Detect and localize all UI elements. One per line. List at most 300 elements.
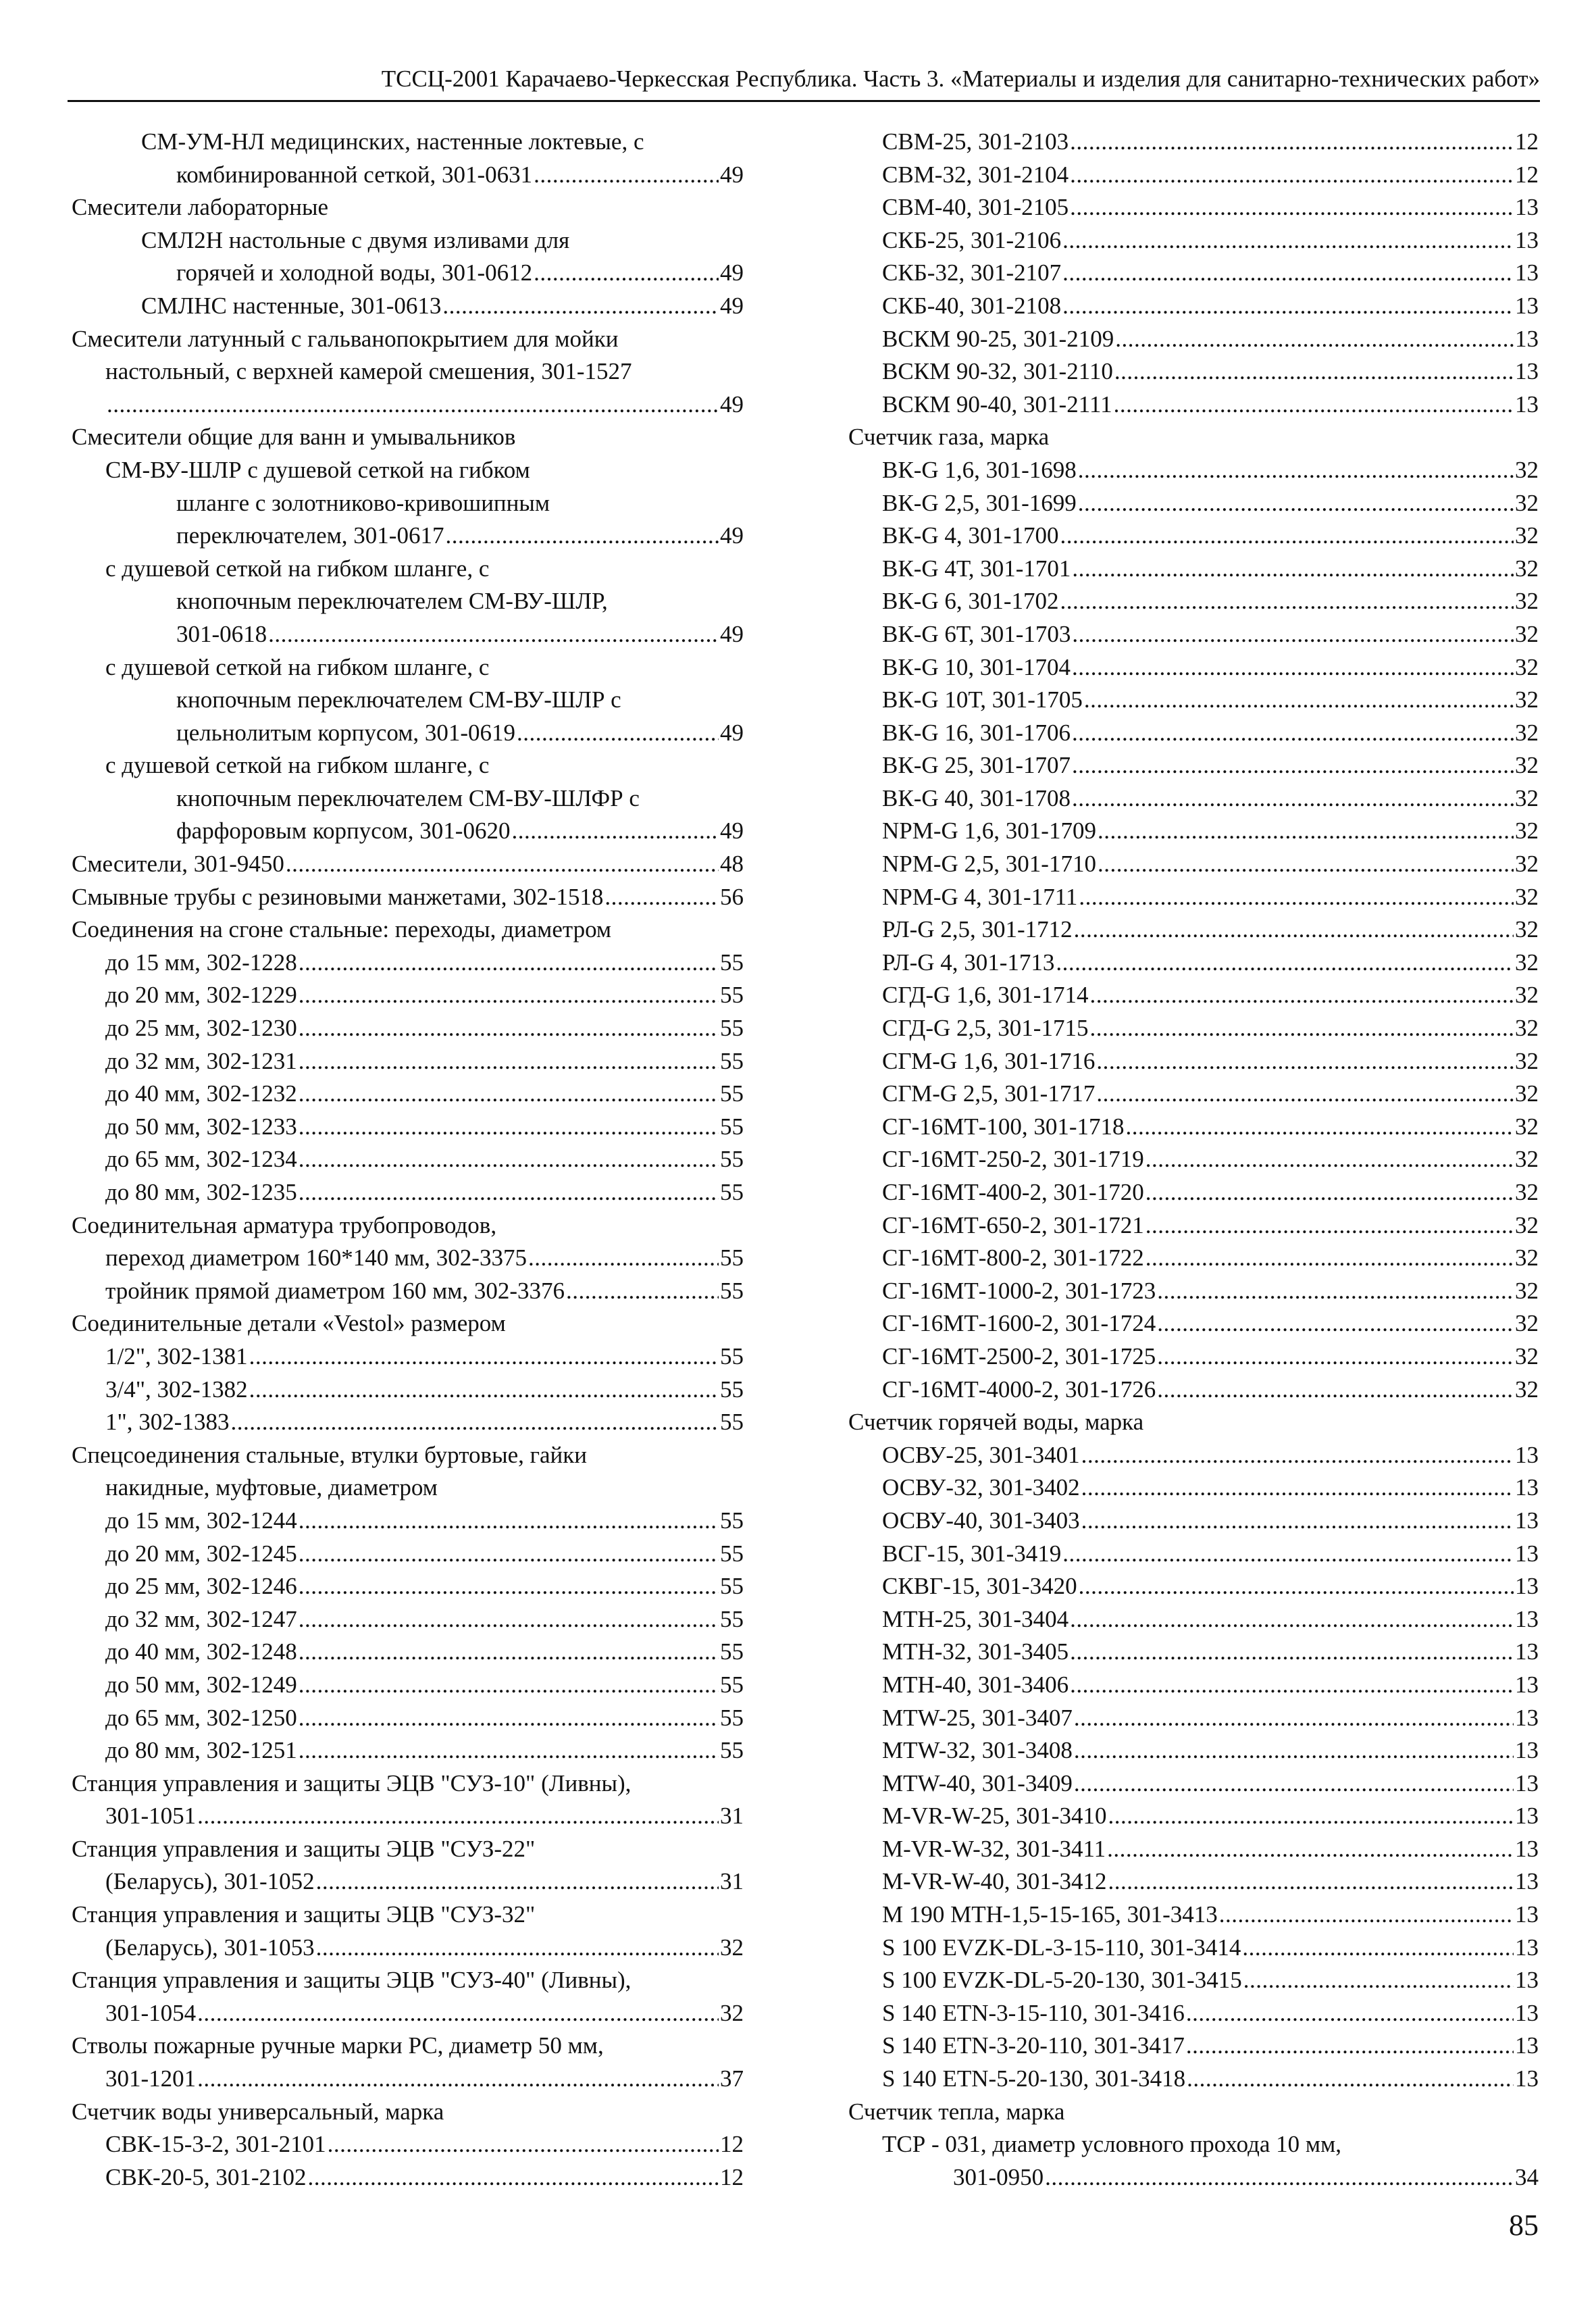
entry-text: настольный, с верхней камерой смешения, 301-1527 (105, 358, 632, 385)
dot-leader (1115, 323, 1514, 356)
index-entry (72, 881, 744, 914)
entry-text: Соединительная арматура трубопроводов, (72, 1211, 497, 1238)
entry-text: 1", 302-1383 (105, 1409, 230, 1436)
index-entry (848, 947, 1539, 980)
entry-line (72, 1406, 744, 1439)
entry-page: 56 (720, 883, 744, 910)
index-entry (848, 323, 1539, 356)
entry-line (848, 749, 1539, 782)
entry-line (848, 224, 1539, 257)
entry-page: 32 (1515, 784, 1539, 811)
dot-leader (197, 1800, 719, 1833)
entry-text: Счетчик горячей воды, марка (848, 1409, 1144, 1436)
entry-text: СВК-20-5, 301-2102 (105, 2163, 307, 2190)
index-entry (72, 1538, 744, 1571)
entry-line (848, 355, 1539, 388)
entry-line (848, 1603, 1539, 1636)
entry-text: Станция управления и защиты ЭЦВ "СУЗ-32" (72, 1901, 536, 1928)
entry-page: 49 (720, 522, 744, 549)
entry-page: 32 (1515, 1342, 1539, 1369)
entry-page: 13 (1515, 1605, 1539, 1632)
entry-text: до 50 мм, 302-1249 (105, 1671, 297, 1698)
dot-leader (328, 2128, 719, 2161)
dot-leader (299, 1111, 719, 1144)
dot-leader (299, 1045, 719, 1078)
dot-leader (1074, 1702, 1514, 1735)
entry-text: до 32 мм, 302-1247 (105, 1605, 297, 1632)
index-entry (72, 1833, 744, 1898)
entry-text: Стволы пожарные ручные марки РС, диаметр 50 мм, (72, 2032, 604, 2059)
dot-leader (1084, 684, 1514, 717)
dot-leader (308, 2161, 719, 2194)
dot-leader (1078, 454, 1514, 487)
entry-line (72, 1505, 744, 1538)
index-entry (72, 553, 744, 651)
index-entry (72, 1406, 744, 1439)
dot-leader (1079, 1570, 1514, 1603)
entry-text: с душевой сеткой на гибком шланге, с (105, 555, 490, 582)
entry-line (72, 1374, 744, 1407)
dot-leader (1081, 1439, 1514, 1472)
entry-line (848, 191, 1539, 224)
entry-line (848, 1045, 1539, 1078)
index-entry (848, 684, 1539, 717)
entry-text: СМЛ2Н настольные с двумя изливами для (141, 226, 570, 253)
entry-line (848, 487, 1539, 520)
entry-page: 55 (720, 1342, 744, 1369)
index-entry (848, 1209, 1539, 1242)
entry-text: 1/2", 302-1381 (105, 1342, 248, 1369)
entry-page: 32 (1515, 456, 1539, 483)
entry-line (848, 585, 1539, 618)
index-entry (848, 1932, 1539, 1965)
index-entry (848, 1275, 1539, 1308)
entry-page: 13 (1515, 1671, 1539, 1698)
entry-line (72, 1702, 744, 1735)
entry-line (848, 1833, 1539, 1866)
index-entry (848, 2128, 1539, 2194)
entry-text: M-VR-W-25, 301-3410 (882, 1803, 1107, 1830)
entry-page: 55 (720, 1737, 744, 1764)
index-entry (848, 1702, 1539, 1735)
entry-text: с душевой сеткой на гибком шланге, с (105, 752, 490, 779)
index-entry (72, 979, 744, 1012)
index-entry (848, 520, 1539, 553)
dot-leader (299, 947, 719, 980)
index-entry (848, 421, 1539, 454)
entry-text: ВК-G 6Т, 301-1703 (882, 620, 1071, 647)
dot-leader (1045, 2161, 1514, 2194)
index-entry (848, 1045, 1539, 1078)
dot-leader (1072, 717, 1514, 750)
dot-leader (1078, 487, 1514, 520)
entry-line (848, 1997, 1539, 2030)
entry-text: Смесители общие для ванн и умывальников (72, 424, 516, 451)
entry-line (848, 1734, 1539, 1767)
index-entry (72, 749, 744, 848)
dot-leader (1114, 388, 1514, 422)
entry-text: S 140 ETN-3-20-110, 301-3417 (882, 2032, 1185, 2059)
dot-leader (1242, 1932, 1514, 1965)
entry-page: 55 (720, 1540, 744, 1567)
entry-line (72, 1143, 744, 1176)
entry-page: 49 (720, 259, 744, 286)
index-entry (72, 1111, 744, 1144)
dot-leader (249, 1340, 719, 1374)
index-entry (72, 2161, 744, 2194)
entry-text: СМ-УМ-НЛ медицинских, настенные локтевые, с (141, 128, 644, 155)
entry-text: Соединительные детали «Vestol» размером (72, 1310, 506, 1337)
entry-page: 55 (720, 1146, 744, 1173)
entry-text: ВК-G 40, 301-1708 (882, 784, 1071, 811)
entry-text: СВМ-40, 301-2105 (882, 194, 1069, 221)
dot-leader (1062, 257, 1514, 290)
entry-page: 32 (1515, 851, 1539, 878)
index-entry (848, 1734, 1539, 1767)
entry-text: СГ-16МТ-2500-2, 301-1725 (882, 1342, 1156, 1369)
entry-page: 32 (1515, 982, 1539, 1009)
index-entry (72, 1964, 744, 2030)
entry-line (72, 1603, 744, 1636)
entry-line (72, 1176, 744, 1209)
entry-text: M-VR-W-40, 301-3412 (882, 1868, 1107, 1895)
index-entry (848, 1406, 1539, 1439)
dot-leader (1070, 126, 1514, 159)
entry-line (848, 1176, 1539, 1209)
dot-leader (1126, 1111, 1514, 1144)
entry-text: NPM-G 2,5, 301-1710 (882, 851, 1096, 878)
index-entry (72, 224, 744, 290)
entry-text: 301-1051 (105, 1803, 197, 1830)
entry-page: 32 (1515, 1146, 1539, 1173)
entry-text: до 15 мм, 302-1244 (105, 1507, 297, 1534)
entry-line (72, 520, 744, 553)
index-entry (848, 1603, 1539, 1636)
index-entry (848, 848, 1539, 881)
dot-leader (1145, 1242, 1514, 1275)
entry-page: 55 (720, 1409, 744, 1436)
entry-line (848, 1505, 1539, 1538)
entry-text: (Беларусь), 301-1053 (105, 1934, 315, 1961)
entry-line (72, 947, 744, 980)
index-entry (848, 1865, 1539, 1898)
entry-line (848, 1669, 1539, 1702)
dot-leader (1096, 1078, 1514, 1111)
entry-text: РЛ-G 2,5, 301-1712 (882, 916, 1073, 943)
entry-page: 13 (1515, 194, 1539, 221)
index-entry (848, 1964, 1539, 1997)
entry-text: кнопочным переключателем СМ-ВУ-ШЛФР с (176, 784, 640, 811)
entry-page: 32 (1515, 522, 1539, 549)
entry-line (72, 979, 744, 1012)
entry-page: 32 (1515, 1047, 1539, 1074)
index-entry (848, 913, 1539, 947)
entry-line (72, 159, 744, 192)
index-entry (848, 1669, 1539, 1702)
entry-page: 32 (1515, 1277, 1539, 1304)
entry-line (72, 2161, 744, 2194)
entry-page: 13 (1515, 1803, 1539, 1830)
entry-page: 55 (720, 1605, 744, 1632)
entry-text: до 20 мм, 302-1245 (105, 1540, 297, 1567)
index-entry (72, 1374, 744, 1407)
entry-line (72, 1800, 744, 1833)
dot-leader (1114, 355, 1514, 388)
index-entry (72, 1307, 744, 1340)
index-entry (848, 1012, 1539, 1045)
dot-leader (1108, 1800, 1514, 1833)
entry-page: 55 (720, 1080, 744, 1107)
index-entry (848, 815, 1539, 848)
dot-leader (1096, 1045, 1514, 1078)
entry-page: 49 (720, 161, 744, 188)
entry-text: СГ-16МТ-250-2, 301-1719 (882, 1146, 1144, 1173)
entry-line (848, 1767, 1539, 1801)
index-entry (72, 1505, 744, 1538)
entry-text: до 25 мм, 302-1246 (105, 1573, 297, 1600)
entry-text: до 50 мм, 302-1233 (105, 1113, 297, 1140)
entry-page: 32 (1515, 1211, 1539, 1238)
index-entry (72, 1636, 744, 1669)
dot-leader (286, 848, 719, 881)
entry-line (848, 1800, 1539, 1833)
index-entry (72, 290, 744, 323)
entry-text: СГ-16МТ-1600-2, 301-1724 (882, 1310, 1156, 1337)
entry-page: 12 (1515, 128, 1539, 155)
index-entry (848, 290, 1539, 323)
index-entry (848, 1997, 1539, 2030)
entry-text: до 80 мм, 302-1235 (105, 1179, 297, 1205)
index-entry (848, 257, 1539, 290)
dot-leader (1072, 553, 1514, 586)
entry-line (72, 2063, 744, 2096)
entry-page: 55 (720, 1704, 744, 1731)
entry-line (72, 1340, 744, 1374)
dot-leader (1145, 1209, 1514, 1242)
entry-text: шланге с золотниково-кривошипным (176, 489, 550, 516)
index-entry (848, 2063, 1539, 2096)
entry-page: 55 (720, 1671, 744, 1698)
entry-text: кнопочным переключателем СМ-ВУ-ШЛР с (176, 686, 621, 713)
dot-leader (566, 1275, 719, 1308)
entry-line (72, 618, 744, 651)
dot-leader (1145, 1176, 1514, 1209)
entry-text: СГД-G 2,5, 301-1715 (882, 1015, 1089, 1042)
entry-line (848, 1143, 1539, 1176)
entry-text: ОСВУ-25, 301-3401 (882, 1441, 1080, 1468)
dot-leader (1157, 1374, 1514, 1407)
dot-leader (604, 881, 719, 914)
entry-text: Счетчик воды универсальный, марка (72, 2098, 444, 2125)
entry-page: 32 (1515, 1376, 1539, 1403)
entry-line (848, 1275, 1539, 1308)
entry-page: 12 (720, 2131, 744, 2158)
entry-line (72, 1078, 744, 1111)
entry-text: ВК-G 10, 301-1704 (882, 653, 1071, 680)
entry-line (848, 159, 1539, 192)
index-entry (848, 881, 1539, 914)
dot-leader (534, 159, 719, 192)
entry-text: МТН-32, 301-3405 (882, 1638, 1069, 1665)
entry-page: 32 (1515, 1080, 1539, 1107)
entry-line (848, 1439, 1539, 1472)
entry-line (848, 2161, 1539, 2194)
index-entry (72, 1209, 744, 1242)
entry-text: M-VR-W-32, 301-3411 (882, 1835, 1106, 1862)
entry-page: 32 (1515, 916, 1539, 943)
entry-page: 32 (1515, 489, 1539, 516)
entry-text: СКБ-32, 301-2107 (882, 259, 1062, 286)
index-entry (848, 355, 1539, 388)
index-entry (72, 947, 744, 980)
dot-leader (230, 1406, 719, 1439)
dot-leader (299, 1078, 719, 1111)
entry-text: ВСГ-15, 301-3419 (882, 1540, 1062, 1567)
entry-text: ВК-G 4Т, 301-1701 (882, 555, 1071, 582)
entry-line (848, 1932, 1539, 1965)
entry-page: 34 (1515, 2163, 1539, 2190)
index-entry (72, 1012, 744, 1045)
index-entry (848, 191, 1539, 224)
entry-text: переключателем, 301-0617 (176, 522, 444, 549)
entry-line (848, 913, 1539, 947)
entry-text: Смесители, 301-9450 (72, 851, 284, 878)
dot-leader (299, 1176, 719, 1209)
index-entry (72, 1078, 744, 1111)
index-entry (848, 454, 1539, 487)
entry-page: 13 (1515, 1901, 1539, 1928)
dot-leader (299, 1143, 719, 1176)
entry-page: 13 (1515, 226, 1539, 253)
index-entry (848, 1505, 1539, 1538)
entry-text: СВМ-32, 301-2104 (882, 161, 1069, 188)
entry-page: 32 (1515, 1244, 1539, 1272)
entry-text: СГ-16МТ-100, 301-1718 (882, 1113, 1125, 1140)
entry-page: 13 (1515, 1573, 1539, 1600)
dot-leader (299, 1669, 719, 1702)
entry-line (72, 1242, 744, 1275)
dot-leader (1089, 979, 1514, 1012)
entry-line (848, 947, 1539, 980)
entry-text: МТН-25, 301-3404 (882, 1605, 1069, 1632)
index-entry (72, 1143, 744, 1176)
index-entry (72, 2096, 744, 2129)
entry-text: ВК-G 1,6, 301-1698 (882, 456, 1077, 483)
entry-text: ВК-G 10Т, 301-1705 (882, 686, 1083, 713)
index-entry (72, 1242, 744, 1275)
entry-page: 13 (1515, 1474, 1539, 1501)
dot-leader (1157, 1307, 1514, 1340)
index-entry (848, 1570, 1539, 1603)
entry-line (848, 1307, 1539, 1340)
dot-leader (1062, 1538, 1514, 1571)
entry-line (848, 1242, 1539, 1275)
entry-text: ОСВУ-40, 301-3403 (882, 1507, 1080, 1534)
entry-page: 13 (1515, 2032, 1539, 2059)
entry-text: до 40 мм, 302-1232 (105, 1080, 297, 1107)
dot-leader (1070, 159, 1514, 192)
entry-page: 13 (1515, 259, 1539, 286)
dot-leader (299, 1505, 719, 1538)
entry-page: 49 (720, 391, 744, 418)
entry-text: ОСВУ-32, 301-3402 (882, 1474, 1080, 1501)
entry-text: ВК-G 2,5, 301-1699 (882, 489, 1077, 516)
dot-leader (1243, 1964, 1514, 1997)
entry-line (72, 2128, 744, 2161)
entry-text: тройник прямой диаметром 160 мм, 302-3376 (105, 1277, 565, 1304)
entry-text: Станция управления и защиты ЭЦВ "СУЗ-22" (72, 1835, 536, 1862)
entry-page: 55 (720, 1113, 744, 1140)
entry-text: Соединения на сгоне стальные: переходы, диаметром (72, 916, 612, 943)
entry-text: MTW-40, 301-3409 (882, 1769, 1073, 1796)
entry-line (848, 1111, 1539, 1144)
entry-page: 31 (720, 1803, 744, 1830)
entry-text: ВК-G 25, 301-1707 (882, 752, 1071, 779)
index-entry (72, 1045, 744, 1078)
entry-page: 55 (720, 1277, 744, 1304)
dot-leader (1108, 1865, 1514, 1898)
index-entry (848, 1833, 1539, 1866)
dot-leader (528, 1242, 719, 1275)
entry-line (72, 848, 744, 881)
dot-leader (1070, 1603, 1514, 1636)
entry-page: 13 (1515, 1638, 1539, 1665)
entry-text: 301-0950 (953, 2163, 1044, 2190)
entry-text: до 25 мм, 302-1230 (105, 1015, 297, 1042)
dot-leader (1107, 1833, 1514, 1866)
entry-page: 32 (720, 1999, 744, 2026)
entry-line (72, 1570, 744, 1603)
entry-line (848, 684, 1539, 717)
dot-leader (1060, 585, 1514, 618)
entry-page: 13 (1515, 1441, 1539, 1468)
entry-text: СКБ-25, 301-2106 (882, 226, 1062, 253)
entry-text: СГМ-G 1,6, 301-1716 (882, 1047, 1096, 1074)
entry-page: 13 (1515, 1835, 1539, 1862)
index-entry (848, 159, 1539, 192)
entry-text: S 140 ETN-3-15-110, 301-3416 (882, 1999, 1185, 2026)
entry-line (848, 881, 1539, 914)
index-entry (72, 2128, 744, 2161)
index-entry (72, 191, 744, 224)
index-entry (72, 2030, 744, 2095)
entry-text: 3/4", 302-1382 (105, 1376, 248, 1403)
entry-line (848, 126, 1539, 159)
entry-line (72, 1997, 744, 2030)
entry-line (848, 1898, 1539, 1932)
dot-leader (1098, 815, 1514, 848)
entry-line (848, 1012, 1539, 1045)
entry-text: комбинированной сеткой, 301-0631 (176, 161, 533, 188)
entry-line (72, 1636, 744, 1669)
entry-page: 32 (720, 1934, 744, 1961)
entry-text: Смесители лабораторные (72, 194, 328, 221)
index-entry (72, 1669, 744, 1702)
entry-text: СКВГ-15, 301-3420 (882, 1573, 1077, 1600)
entry-page: 31 (720, 1868, 744, 1895)
entry-text: M 190 МТН-1,5-15-165, 301-3413 (882, 1901, 1218, 1928)
dot-leader (299, 1734, 719, 1767)
dot-leader (1157, 1340, 1514, 1374)
dot-leader (249, 1374, 719, 1407)
entry-line (72, 257, 744, 290)
entry-text: СГД-G 1,6, 301-1714 (882, 982, 1089, 1009)
entry-page: 12 (720, 2163, 744, 2190)
entry-text: до 40 мм, 302-1248 (105, 1638, 297, 1665)
index-entry (72, 1767, 744, 1833)
entry-page: 13 (1515, 358, 1539, 385)
entry-page: 32 (1515, 949, 1539, 976)
